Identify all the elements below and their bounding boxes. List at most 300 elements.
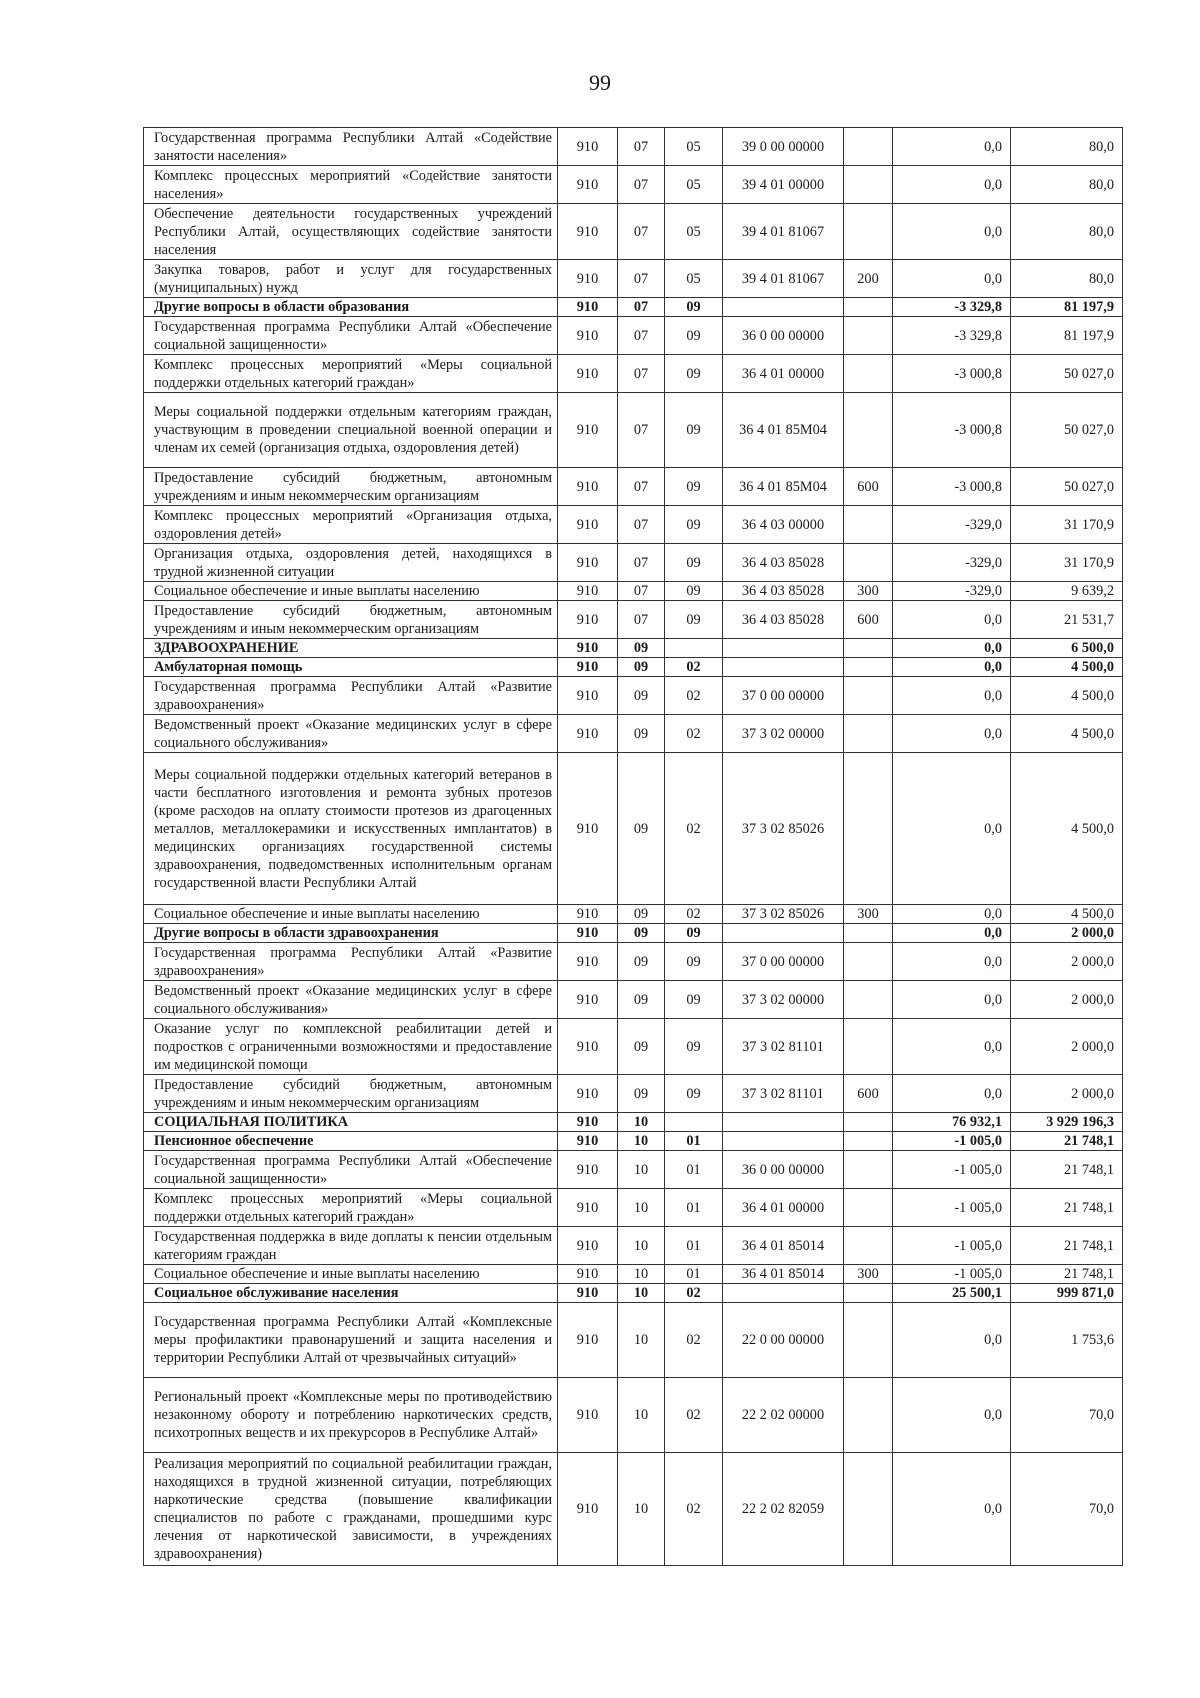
row-section-cell: 07: [618, 260, 665, 298]
row-change-amount-cell: -1 005,0: [893, 1265, 1011, 1284]
row-name-cell: Региональный проект «Комплексные меры по противодействию незаконному обороту и потреблению наркотических средств, психотропных веществ и их прекурсоров в Республике Алтай»: [144, 1378, 558, 1453]
row-change-amount-cell: -1 005,0: [893, 1227, 1011, 1265]
row-target-article-cell: 37 0 00 00000: [723, 943, 844, 981]
table-row: [144, 677, 1123, 715]
row-target-article-cell: [723, 1132, 844, 1151]
row-expense-type-cell: [844, 1378, 893, 1453]
row-subsection-cell: 02: [665, 905, 723, 924]
row-change-amount-cell: 0,0: [893, 1019, 1011, 1075]
row-total-amount-cell: 31 170,9: [1011, 544, 1123, 582]
row-grbs-cell: 910: [558, 1378, 618, 1453]
row-target-article-cell: 36 4 03 85028: [723, 582, 844, 601]
row-subsection-cell: 02: [665, 677, 723, 715]
row-target-article-cell: 36 0 00 00000: [723, 317, 844, 355]
row-grbs-cell: 910: [558, 924, 618, 943]
row-subsection-cell: 02: [665, 1303, 723, 1378]
budget-table: [143, 127, 1123, 1566]
row-grbs-cell: 910: [558, 753, 618, 905]
row-target-article-cell: [723, 639, 844, 658]
row-change-amount-cell: 0,0: [893, 128, 1011, 166]
row-expense-type-cell: [844, 715, 893, 753]
row-total-amount-cell: 4 500,0: [1011, 753, 1123, 905]
row-name-cell: Предоставление субсидий бюджетным, автономным учреждениям и иным некоммерческим организациям: [144, 1075, 558, 1113]
row-change-amount-cell: 76 932,1: [893, 1113, 1011, 1132]
table-row: [144, 1189, 1123, 1227]
row-target-article-cell: 36 0 00 00000: [723, 1151, 844, 1189]
row-subsection-cell: 05: [665, 128, 723, 166]
row-target-article-cell: 39 0 00 00000: [723, 128, 844, 166]
row-total-amount-cell: 50 027,0: [1011, 468, 1123, 506]
row-grbs-cell: 910: [558, 468, 618, 506]
row-subsection-cell: 09: [665, 393, 723, 468]
row-section-cell: 10: [618, 1453, 665, 1566]
row-total-amount-cell: 4 500,0: [1011, 905, 1123, 924]
row-name-cell: Другие вопросы в области здравоохранения: [144, 924, 558, 943]
row-grbs-cell: 910: [558, 204, 618, 260]
row-total-amount-cell: 21 748,1: [1011, 1151, 1123, 1189]
row-change-amount-cell: -1 005,0: [893, 1189, 1011, 1227]
row-grbs-cell: 910: [558, 943, 618, 981]
row-expense-type-cell: 600: [844, 601, 893, 639]
row-expense-type-cell: [844, 1303, 893, 1378]
row-subsection-cell: 02: [665, 1453, 723, 1566]
row-grbs-cell: 910: [558, 166, 618, 204]
table-row: [144, 204, 1123, 260]
row-expense-type-cell: [844, 1284, 893, 1303]
row-total-amount-cell: 2 000,0: [1011, 943, 1123, 981]
row-total-amount-cell: 4 500,0: [1011, 658, 1123, 677]
row-total-amount-cell: 21 531,7: [1011, 601, 1123, 639]
row-change-amount-cell: -329,0: [893, 544, 1011, 582]
row-target-article-cell: 22 0 00 00000: [723, 1303, 844, 1378]
row-name-cell: Государственная программа Республики Алтай «Содействие занятости населения»: [144, 128, 558, 166]
row-total-amount-cell: 80,0: [1011, 128, 1123, 166]
row-expense-type-cell: [844, 355, 893, 393]
row-target-article-cell: 36 4 01 85М04: [723, 468, 844, 506]
row-expense-type-cell: [844, 1453, 893, 1566]
row-section-cell: 10: [618, 1113, 665, 1132]
row-grbs-cell: 910: [558, 1151, 618, 1189]
row-section-cell: 09: [618, 905, 665, 924]
row-name-cell: Другие вопросы в области образования: [144, 298, 558, 317]
row-name-cell: Комплекс процессных мероприятий «Меры социальной поддержки отдельных категорий граждан»: [144, 355, 558, 393]
row-subsection-cell: [665, 639, 723, 658]
row-name-cell: Социальное обеспечение и иные выплаты населению: [144, 1265, 558, 1284]
page-number: 99: [589, 70, 611, 95]
row-section-cell: 07: [618, 601, 665, 639]
row-change-amount-cell: -3 000,8: [893, 355, 1011, 393]
row-expense-type-cell: 300: [844, 582, 893, 601]
row-total-amount-cell: 81 197,9: [1011, 317, 1123, 355]
row-name-cell: Оказание услуг по комплексной реабилитации детей и подростков с ограниченными возможностями и предоставление им медицинской помощи: [144, 1019, 558, 1075]
row-name-cell: Комплекс процессных мероприятий «Организация отдыха, оздоровления детей»: [144, 506, 558, 544]
table-row: [144, 1265, 1123, 1284]
row-expense-type-cell: [844, 1151, 893, 1189]
row-change-amount-cell: 0,0: [893, 204, 1011, 260]
row-total-amount-cell: 4 500,0: [1011, 677, 1123, 715]
row-grbs-cell: 910: [558, 317, 618, 355]
row-total-amount-cell: 80,0: [1011, 260, 1123, 298]
table-row: [144, 1113, 1123, 1132]
row-name-cell: Комплекс процессных мероприятий «Меры социальной поддержки отдельных категорий граждан»: [144, 1189, 558, 1227]
row-section-cell: 10: [618, 1227, 665, 1265]
row-name-cell: Закупка товаров, работ и услуг для государственных (муниципальных) нужд: [144, 260, 558, 298]
row-total-amount-cell: 70,0: [1011, 1378, 1123, 1453]
row-expense-type-cell: [844, 204, 893, 260]
row-subsection-cell: 01: [665, 1265, 723, 1284]
table-row: [144, 1132, 1123, 1151]
row-name-cell: Амбулаторная помощь: [144, 658, 558, 677]
row-expense-type-cell: [844, 753, 893, 905]
row-subsection-cell: 01: [665, 1151, 723, 1189]
row-section-cell: 09: [618, 677, 665, 715]
row-name-cell: Социальное обеспечение и иные выплаты населению: [144, 582, 558, 601]
row-grbs-cell: 910: [558, 1265, 618, 1284]
row-expense-type-cell: [844, 393, 893, 468]
row-grbs-cell: 910: [558, 1227, 618, 1265]
row-change-amount-cell: 0,0: [893, 658, 1011, 677]
row-change-amount-cell: -329,0: [893, 582, 1011, 601]
row-target-article-cell: [723, 924, 844, 943]
row-total-amount-cell: 4 500,0: [1011, 715, 1123, 753]
row-target-article-cell: [723, 1284, 844, 1303]
row-total-amount-cell: 21 748,1: [1011, 1227, 1123, 1265]
row-change-amount-cell: 0,0: [893, 943, 1011, 981]
row-grbs-cell: 910: [558, 128, 618, 166]
table-row: [144, 393, 1123, 468]
table-row: [144, 1303, 1123, 1378]
row-expense-type-cell: 300: [844, 905, 893, 924]
row-total-amount-cell: 3 929 196,3: [1011, 1113, 1123, 1132]
table-row: [144, 943, 1123, 981]
row-change-amount-cell: 0,0: [893, 677, 1011, 715]
row-change-amount-cell: -1 005,0: [893, 1151, 1011, 1189]
row-target-article-cell: 22 2 02 82059: [723, 1453, 844, 1566]
row-grbs-cell: 910: [558, 1075, 618, 1113]
row-change-amount-cell: 0,0: [893, 1378, 1011, 1453]
row-grbs-cell: 910: [558, 601, 618, 639]
row-expense-type-cell: [844, 544, 893, 582]
row-section-cell: 07: [618, 204, 665, 260]
row-grbs-cell: 910: [558, 905, 618, 924]
row-grbs-cell: 910: [558, 506, 618, 544]
row-name-cell: Меры социальной поддержки отдельных категорий ветеранов в части бесплатного изготовления и ремонта зубных протезов (кроме расходов на оплату стоимости протезов из драгоценных металлов, металлокерамики и искусственных имплантатов) в медицинских организациях государственной системы здравоохранения, подведомственных исполнительным органам государственной власти Республики Алтай: [144, 753, 558, 905]
row-change-amount-cell: -3 000,8: [893, 468, 1011, 506]
row-change-amount-cell: 0,0: [893, 753, 1011, 905]
row-name-cell: Предоставление субсидий бюджетным, автономным учреждениям и иным некоммерческим организациям: [144, 468, 558, 506]
row-target-article-cell: 37 0 00 00000: [723, 677, 844, 715]
row-grbs-cell: 910: [558, 1019, 618, 1075]
row-target-article-cell: 39 4 01 81067: [723, 260, 844, 298]
row-expense-type-cell: 200: [844, 260, 893, 298]
row-expense-type-cell: [844, 1113, 893, 1132]
table-row: [144, 601, 1123, 639]
row-expense-type-cell: 600: [844, 468, 893, 506]
row-target-article-cell: 36 4 01 00000: [723, 1189, 844, 1227]
row-section-cell: 09: [618, 658, 665, 677]
row-grbs-cell: 910: [558, 298, 618, 317]
row-target-article-cell: [723, 658, 844, 677]
row-total-amount-cell: 999 871,0: [1011, 1284, 1123, 1303]
row-grbs-cell: 910: [558, 715, 618, 753]
row-target-article-cell: 36 4 03 85028: [723, 601, 844, 639]
row-name-cell: Государственная программа Республики Алтай «Развитие здравоохранения»: [144, 943, 558, 981]
row-total-amount-cell: 80,0: [1011, 204, 1123, 260]
table-row: [144, 905, 1123, 924]
row-subsection-cell: 02: [665, 1284, 723, 1303]
table-row: [144, 639, 1123, 658]
row-total-amount-cell: 2 000,0: [1011, 1075, 1123, 1113]
row-name-cell: Пенсионное обеспечение: [144, 1132, 558, 1151]
row-subsection-cell: 02: [665, 658, 723, 677]
row-expense-type-cell: [844, 943, 893, 981]
row-expense-type-cell: [844, 317, 893, 355]
row-subsection-cell: 09: [665, 317, 723, 355]
row-grbs-cell: 910: [558, 355, 618, 393]
table-row: [144, 924, 1123, 943]
row-total-amount-cell: 50 027,0: [1011, 355, 1123, 393]
row-name-cell: Ведомственный проект «Оказание медицинских услуг в сфере социального обслуживания»: [144, 715, 558, 753]
row-expense-type-cell: [844, 128, 893, 166]
row-grbs-cell: 910: [558, 658, 618, 677]
row-grbs-cell: 910: [558, 260, 618, 298]
row-change-amount-cell: 0,0: [893, 260, 1011, 298]
table-row: [144, 1075, 1123, 1113]
row-section-cell: 07: [618, 506, 665, 544]
row-total-amount-cell: 2 000,0: [1011, 981, 1123, 1019]
table-row: [144, 658, 1123, 677]
row-section-cell: 09: [618, 753, 665, 905]
row-name-cell: Государственная поддержка в виде доплаты к пенсии отдельным категориям граждан: [144, 1227, 558, 1265]
row-section-cell: 10: [618, 1303, 665, 1378]
table-row: [144, 1453, 1123, 1566]
row-section-cell: 10: [618, 1132, 665, 1151]
row-subsection-cell: 09: [665, 582, 723, 601]
table-row: [144, 298, 1123, 317]
row-expense-type-cell: 300: [844, 1265, 893, 1284]
row-grbs-cell: 910: [558, 1132, 618, 1151]
row-total-amount-cell: 70,0: [1011, 1453, 1123, 1566]
table-row: [144, 1227, 1123, 1265]
row-expense-type-cell: 600: [844, 1075, 893, 1113]
row-change-amount-cell: 0,0: [893, 1303, 1011, 1378]
row-section-cell: 07: [618, 393, 665, 468]
table-body: [144, 128, 1123, 1566]
row-total-amount-cell: 21 748,1: [1011, 1265, 1123, 1284]
row-expense-type-cell: [844, 298, 893, 317]
row-section-cell: 07: [618, 582, 665, 601]
row-section-cell: 10: [618, 1189, 665, 1227]
table-row: [144, 981, 1123, 1019]
row-subsection-cell: 09: [665, 981, 723, 1019]
row-target-article-cell: 37 3 02 85026: [723, 753, 844, 905]
row-name-cell: Обеспечение деятельности государственных учреждений Республики Алтай, осуществляющих содействие занятости населения: [144, 204, 558, 260]
row-subsection-cell: 05: [665, 260, 723, 298]
row-subsection-cell: 02: [665, 715, 723, 753]
row-name-cell: Государственная программа Республики Алтай «Обеспечение социальной защищенности»: [144, 317, 558, 355]
row-total-amount-cell: 6 500,0: [1011, 639, 1123, 658]
row-expense-type-cell: [844, 506, 893, 544]
row-total-amount-cell: 1 753,6: [1011, 1303, 1123, 1378]
table-row: [144, 128, 1123, 166]
row-change-amount-cell: 25 500,1: [893, 1284, 1011, 1303]
table-row: [144, 715, 1123, 753]
row-target-article-cell: 36 4 03 00000: [723, 506, 844, 544]
row-total-amount-cell: 81 197,9: [1011, 298, 1123, 317]
row-total-amount-cell: 31 170,9: [1011, 506, 1123, 544]
row-name-cell: Реализация мероприятий по социальной реабилитации граждан, находящихся в трудной жизненной ситуации, потребляющих наркотические средства (повышение квалификации специалистов по работе с гражданами, прошедшими курс лечения от наркотической зависимости, в учреждениях здравоохранения): [144, 1453, 558, 1566]
row-section-cell: 10: [618, 1378, 665, 1453]
row-section-cell: 09: [618, 943, 665, 981]
row-change-amount-cell: 0,0: [893, 715, 1011, 753]
row-expense-type-cell: [844, 166, 893, 204]
table-row: [144, 355, 1123, 393]
row-target-article-cell: 37 3 02 85026: [723, 905, 844, 924]
row-expense-type-cell: [844, 1132, 893, 1151]
row-target-article-cell: 37 3 02 00000: [723, 715, 844, 753]
row-target-article-cell: 22 2 02 00000: [723, 1378, 844, 1453]
row-section-cell: 07: [618, 317, 665, 355]
row-subsection-cell: 09: [665, 924, 723, 943]
row-grbs-cell: 910: [558, 1113, 618, 1132]
table-row: [144, 1284, 1123, 1303]
row-subsection-cell: 05: [665, 204, 723, 260]
row-section-cell: 09: [618, 639, 665, 658]
table-row: [144, 1019, 1123, 1075]
row-section-cell: 07: [618, 544, 665, 582]
row-target-article-cell: [723, 298, 844, 317]
row-name-cell: Ведомственный проект «Оказание медицинских услуг в сфере социального обслуживания»: [144, 981, 558, 1019]
row-target-article-cell: 36 4 03 85028: [723, 544, 844, 582]
row-target-article-cell: 36 4 01 00000: [723, 355, 844, 393]
row-expense-type-cell: [844, 1227, 893, 1265]
row-section-cell: 09: [618, 715, 665, 753]
row-subsection-cell: 09: [665, 544, 723, 582]
row-name-cell: СОЦИАЛЬНАЯ ПОЛИТИКА: [144, 1113, 558, 1132]
row-name-cell: Государственная программа Республики Алтай «Развитие здравоохранения»: [144, 677, 558, 715]
row-name-cell: Предоставление субсидий бюджетным, автономным учреждениям и иным некоммерческим организациям: [144, 601, 558, 639]
row-subsection-cell: 09: [665, 506, 723, 544]
row-target-article-cell: 36 4 01 85014: [723, 1227, 844, 1265]
row-section-cell: 09: [618, 1019, 665, 1075]
row-subsection-cell: 02: [665, 1378, 723, 1453]
row-name-cell: ЗДРАВООХРАНЕНИЕ: [144, 639, 558, 658]
row-total-amount-cell: 9 639,2: [1011, 582, 1123, 601]
row-target-article-cell: 39 4 01 00000: [723, 166, 844, 204]
row-change-amount-cell: 0,0: [893, 1075, 1011, 1113]
row-section-cell: 09: [618, 924, 665, 943]
row-grbs-cell: 910: [558, 582, 618, 601]
table-row: [144, 544, 1123, 582]
row-change-amount-cell: 0,0: [893, 924, 1011, 943]
row-target-article-cell: 37 3 02 81101: [723, 1019, 844, 1075]
row-name-cell: Меры социальной поддержки отдельным категориям граждан, участвующим в проведении специальной военной операции и членам их семей (организация отдыха, оздоровления детей): [144, 393, 558, 468]
row-change-amount-cell: -1 005,0: [893, 1132, 1011, 1151]
row-name-cell: Государственная программа Республики Алтай «Обеспечение социальной защищенности»: [144, 1151, 558, 1189]
row-target-article-cell: 36 4 01 85М04: [723, 393, 844, 468]
table-row: [144, 166, 1123, 204]
row-total-amount-cell: 2 000,0: [1011, 924, 1123, 943]
row-expense-type-cell: [844, 639, 893, 658]
table-row: [144, 1378, 1123, 1453]
row-change-amount-cell: 0,0: [893, 1453, 1011, 1566]
row-subsection-cell: 09: [665, 601, 723, 639]
row-name-cell: Государственная программа Республики Алтай «Комплексные меры профилактики правонарушений и защита населения и территории Республики Алтай от чрезвычайных ситуаций»: [144, 1303, 558, 1378]
row-subsection-cell: 09: [665, 1075, 723, 1113]
row-change-amount-cell: 0,0: [893, 639, 1011, 658]
row-grbs-cell: 910: [558, 393, 618, 468]
table-row: [144, 1151, 1123, 1189]
row-expense-type-cell: [844, 1019, 893, 1075]
row-section-cell: 10: [618, 1284, 665, 1303]
row-subsection-cell: 09: [665, 355, 723, 393]
row-section-cell: 10: [618, 1265, 665, 1284]
row-grbs-cell: 910: [558, 1303, 618, 1378]
row-total-amount-cell: 2 000,0: [1011, 1019, 1123, 1075]
table-row: [144, 582, 1123, 601]
table-row: [144, 317, 1123, 355]
row-section-cell: 07: [618, 355, 665, 393]
row-name-cell: Комплекс процессных мероприятий «Содействие занятости населения»: [144, 166, 558, 204]
row-total-amount-cell: 50 027,0: [1011, 393, 1123, 468]
row-change-amount-cell: -329,0: [893, 506, 1011, 544]
row-subsection-cell: 01: [665, 1132, 723, 1151]
row-grbs-cell: 910: [558, 544, 618, 582]
row-expense-type-cell: [844, 981, 893, 1019]
row-total-amount-cell: 21 748,1: [1011, 1189, 1123, 1227]
row-name-cell: Социальное обслуживание населения: [144, 1284, 558, 1303]
table-row: [144, 506, 1123, 544]
row-grbs-cell: 910: [558, 1284, 618, 1303]
table-row: [144, 753, 1123, 905]
row-change-amount-cell: 0,0: [893, 981, 1011, 1019]
row-grbs-cell: 910: [558, 1453, 618, 1566]
row-subsection-cell: 09: [665, 1019, 723, 1075]
row-subsection-cell: 01: [665, 1189, 723, 1227]
table-row: [144, 260, 1123, 298]
row-subsection-cell: 01: [665, 1227, 723, 1265]
row-section-cell: 09: [618, 1075, 665, 1113]
row-total-amount-cell: 80,0: [1011, 166, 1123, 204]
table-row: [144, 468, 1123, 506]
row-name-cell: Социальное обеспечение и иные выплаты населению: [144, 905, 558, 924]
row-target-article-cell: 37 3 02 00000: [723, 981, 844, 1019]
row-name-cell: Организация отдыха, оздоровления детей, находящихся в трудной жизненной ситуации: [144, 544, 558, 582]
row-subsection-cell: [665, 1113, 723, 1132]
row-section-cell: 09: [618, 981, 665, 1019]
row-grbs-cell: 910: [558, 981, 618, 1019]
row-change-amount-cell: 0,0: [893, 601, 1011, 639]
row-target-article-cell: [723, 1113, 844, 1132]
row-section-cell: 07: [618, 468, 665, 506]
row-target-article-cell: 36 4 01 85014: [723, 1265, 844, 1284]
row-change-amount-cell: 0,0: [893, 166, 1011, 204]
row-change-amount-cell: 0,0: [893, 905, 1011, 924]
row-subsection-cell: 09: [665, 298, 723, 317]
row-expense-type-cell: [844, 1189, 893, 1227]
row-section-cell: 07: [618, 128, 665, 166]
row-grbs-cell: 910: [558, 1189, 618, 1227]
row-target-article-cell: 39 4 01 81067: [723, 204, 844, 260]
row-section-cell: 07: [618, 166, 665, 204]
row-section-cell: 10: [618, 1151, 665, 1189]
row-change-amount-cell: -3 329,8: [893, 298, 1011, 317]
row-target-article-cell: 37 3 02 81101: [723, 1075, 844, 1113]
row-change-amount-cell: -3 000,8: [893, 393, 1011, 468]
row-total-amount-cell: 21 748,1: [1011, 1132, 1123, 1151]
row-expense-type-cell: [844, 677, 893, 715]
row-subsection-cell: 02: [665, 753, 723, 905]
